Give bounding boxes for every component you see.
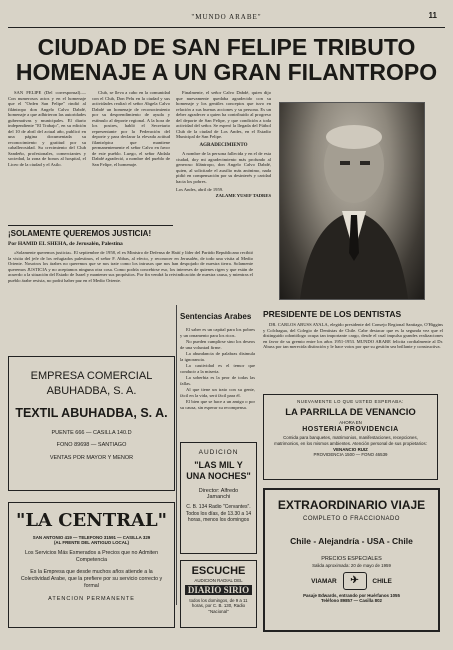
- page-number: 11: [428, 11, 437, 20]
- portrait-photo: [279, 102, 425, 300]
- article1-col2: [92, 90, 170, 225]
- sentencia-item: No pueden cumplirse sino los deseos de una voluntad firme.: [180, 339, 255, 350]
- sentencia-item: El bien que se hace a un amigo o por su causa, sin esperar su recompensa.: [180, 399, 255, 410]
- article1-col2-text: Club, se lleva a cabo en la comunidad con el Club, Don Pelu en la ciudad y sus actividades realizó el señor Abgela Calvo Dabdé un homenaje de reconocimiento por su desprendimiento de ayuda y estímulo al deporte regional. A la hora de los postres, habló el Secretario representante por la Federación del deporte y para declarar la elevada actitud filantrópica que mantiene permanentemente el señor Calvo en favor de este pueblo. Luego, el señor Abdala Dabdé agradeció, a nombre del pueblo de San Felipe, el homenaje.: [92, 90, 170, 167]
- ad-viaje-phone: Teléfono 89857 — Casilla 802: [321, 598, 382, 604]
- headline-line2: HOMENAJE A UN GRAN FILANTROPO: [15, 59, 438, 85]
- ad-escuche-brand: DIARIO SIRIO: [185, 585, 252, 595]
- ad-venancio-hosteria: HOSTERIA PROVIDENCIA: [302, 426, 399, 434]
- ad-venancio-address: PROVIDENCIA 1500 — FONO 46539: [313, 452, 388, 458]
- sentencia-item: La cautividad es el temor que conducir a la miseria.: [180, 363, 255, 374]
- ad-escuche-title: ESCUCHE: [191, 565, 246, 577]
- ad-audicion-director-name: Jamanchi: [206, 494, 231, 500]
- ad-escuche-sub: AUDICION RADIAL DEL: [194, 578, 243, 583]
- ad-venancio-owner: VENANCIO RUIZ: [333, 446, 368, 452]
- ad-venancio-top: NUEVAMENTE LO QUE USTED ESPERABA:: [297, 399, 404, 404]
- sentencia-item: La soberbia es la peor de todas las fallas.: [180, 375, 255, 386]
- article1-col3b-text: A nombre de la persona fallecida y en el de esta ciudad, doy mi agradecimiento más profundo al generoso filántropo, don Angelo Calvo Dabdé, quien, al solicitarle el auxilio más anónimo, nada pidió en compensación por su desinterés y caridad hacia los pobres.: [176, 151, 271, 184]
- ad-viaje-brand-right: CHILE: [372, 578, 392, 586]
- ad-viaje-address: Pasaje Edwards, entrando por Huérfanos 1055: [303, 593, 400, 599]
- ad-abuhadba: [8, 356, 175, 491]
- photo-caption: [263, 322, 443, 390]
- ad-central-line2: Es la Empresa que desde muchos años atiende a la Colectividad Arabe, que la prefiere por su servicio correcto y formal: [20, 569, 163, 590]
- ad-viaje-precios: PRECIOS ESPECIALES: [321, 556, 382, 562]
- sentencias-list: [180, 327, 255, 427]
- sentencia-item: Al que tiene un trato con su gente, fácil en la vida, será fácil para él.: [180, 387, 255, 398]
- article1-sign-name: ZALAME YUSEF TADRES: [215, 192, 271, 198]
- article1-col1-text: SAN FELIPE (Del corresponsal).— Con numerosos actos y en el homenaje que el "Orden San Felipe" rindió al filántropo don Angelo Calvo Dabdé, homenaje a que adhirieron las autoridades gubernativas y municipales. El diario independiente "El Trabajo", en su edición del 10 de abril del actual año, publicó en una página documentada su reconocimiento y gratitud por su caballerosidad. Su crecimiento del Club Sandeño, profesionales, comerciantes y sociedad, la zona de bonos al hospital, el Liceo de la ciudad y el Asilo.: [8, 90, 86, 167]
- photo-caption-body: DR. CARLOS ABUSS AYALA, elegido presidente del Consejo Regional Santiago, O'Higgins y Colchagua, del Colegio de Dentistas de Chile. Cabe destacar que es la segunda vez que el distinguido odontólogo ocupa tan importante cargo, desde el cual impulsa grandes realizaciones en favor de su gremio entre los años 1951-1953. MUNDO ARABE felicita cordialmente al Dr. Abuss por tan merecida distinción y le hace votos por que su gestión sea brillante y constructiva.: [263, 322, 443, 349]
- ad-venancio-title: LA PARRILLA DE VENANCIO: [285, 407, 416, 419]
- ad-abuhadba-line3: TEXTIL ABUHADBA, S. A.: [15, 406, 168, 420]
- article2-rule: [8, 225, 173, 226]
- ad-viaje-route: Chile - Alejandría - USA - Chile: [290, 536, 413, 546]
- sentencia-item: La abundancia de palabras disimula la ignorancia.: [180, 351, 255, 362]
- ad-abuhadba-address: PUENTE 666 — CASILLA 140.D: [51, 430, 132, 436]
- ad-viaje-brand-left: VIAMAR: [311, 578, 337, 586]
- ad-audicion-director: Director: Alfredo: [198, 488, 239, 494]
- ad-central-address: SAN ANTONIO 419 — TELEFONO 31591 — CASILLA 329: [32, 535, 151, 540]
- ad-abuhadba-ventas: VENTAS POR MAYOR Y MENOR: [49, 455, 134, 461]
- ad-escuche: [180, 560, 257, 628]
- ad-central-line1: Los Servicios Más Esmerados a Precios que no Admiten Competencia: [24, 550, 159, 564]
- ad-central-footer: ATENCION PERMANENTE: [48, 596, 135, 603]
- ad-viaje-sub: COMPLETO O FRACCIONADO: [303, 516, 400, 522]
- ad-audicion: [180, 442, 257, 554]
- article1-subhead: AGRADECIMIENTO: [199, 142, 248, 148]
- ad-abuhadba-phone: FONO 89698 — SANTIAGO: [56, 442, 127, 448]
- viamar-logo-icon: ✈: [343, 572, 367, 590]
- sentencia-item: El saber es un capital para los pobres y un ornamento para los ricos.: [180, 327, 255, 338]
- ad-abuhadba-line2: ABUHADBA, S. A.: [46, 385, 137, 397]
- article1-sign-place: Los Andes, abril de 1959.: [176, 187, 224, 192]
- ad-viaje-brand: [265, 572, 438, 590]
- ad-venancio-body: Comida para banquetes, matrimonios, manifestaciones, recepciones, matrimonios, en los mismos ambientes. Atención personal de sus propietarios:: [274, 435, 427, 446]
- ad-venancio: [263, 394, 438, 480]
- article2-body-text: «Solamente queremos justicia». El septiembre de 1958, el ex Ministro de Defensa de Haití y líder del Partido Republicano recibió la visita del jefe de los refugiados palestinos, el señor F. Abbas, al efecto, y reconocer en Jerusalén, de todo una visita al Medio Oriente. Nosotros los árabes no queremos que se nos trate como los intrusos que nos han despojado de nuestra tierra. Solamente queremos JUSTICIA y no aceptamos ninguna otra cosa. Como podría concebirse eso, los intereses de quienes rigen y que están de acuerdo a la situación del Estado de Israel y mantener sus propósitos. Por fin vendrá la reivindicación de nuestra causa, y mientras el pueblo árabe resista, no podrá haber paz en el Medio Oriente.: [8, 250, 253, 283]
- ad-viaje-title: EXTRAORDINARIO VIAJE: [277, 498, 426, 512]
- ad-la-central: [8, 502, 175, 628]
- portrait-figure: [280, 103, 424, 299]
- ad-viaje: [263, 488, 440, 632]
- headline-line1: CIUDAD DE SAN FELIPE TRIBUTO: [37, 34, 416, 60]
- photo-caption-title: PRESIDENTE DE LOS DENTISTAS: [263, 309, 402, 319]
- ad-viaje-salida: Salida aproximada: 20 de mayo de 1959: [312, 563, 391, 568]
- column-divider: [176, 305, 177, 605]
- masthead-rule: [8, 27, 445, 28]
- masthead-title: "MUNDO ARABE": [191, 13, 262, 21]
- ad-audicion-label: AUDICION: [198, 449, 239, 456]
- ad-escuche-body: todos los domingos, de 9 a 11 horas, por C. B. 130, Radio "Nacional": [189, 598, 248, 614]
- ad-central-title: "LA CENTRAL": [15, 510, 168, 531]
- article1-col3-text: Finalmente, el señor Calvo Dabdé, quien dijo que nuevamente quedaba agradecido con su homenaje y los gentiles conceptos que tuvo en relación a sus buenas acciones y su persona. Es un deber agradecer a quien ha contribuido al progreso del deporte de San Felipe, y que condición a toda actividad del señor. Se esperó la llegada del Fútbol Club de la ciudad de Los Andes, en el Estadio Municipal de San Felipe.: [176, 90, 271, 139]
- ad-central-address2: (AL FRENTE DEL ANTIGUO LOCAL): [53, 540, 130, 546]
- article1-col1: [8, 90, 86, 225]
- article2-title: ¡SOLAMENTE QUEREMOS JUSTICIA!: [8, 229, 152, 238]
- article2-byline: Por HAMID EL SHEHA, de Jerusalén, Palestina: [8, 241, 123, 247]
- ad-audicion-title: "LAS MIL Y UNA NOCHES": [186, 460, 251, 481]
- ad-abuhadba-line1: EMPRESA COMERCIAL: [30, 370, 153, 382]
- ad-audicion-body: C. B. 134 Radio "Cervantes". Todos los días, de 13.30 a 14 horas, menos los domingos: [185, 504, 252, 523]
- sentencias-title: Sentencias Arabes: [180, 312, 252, 321]
- ad-venancio-ahora: AHORA EN: [339, 420, 362, 426]
